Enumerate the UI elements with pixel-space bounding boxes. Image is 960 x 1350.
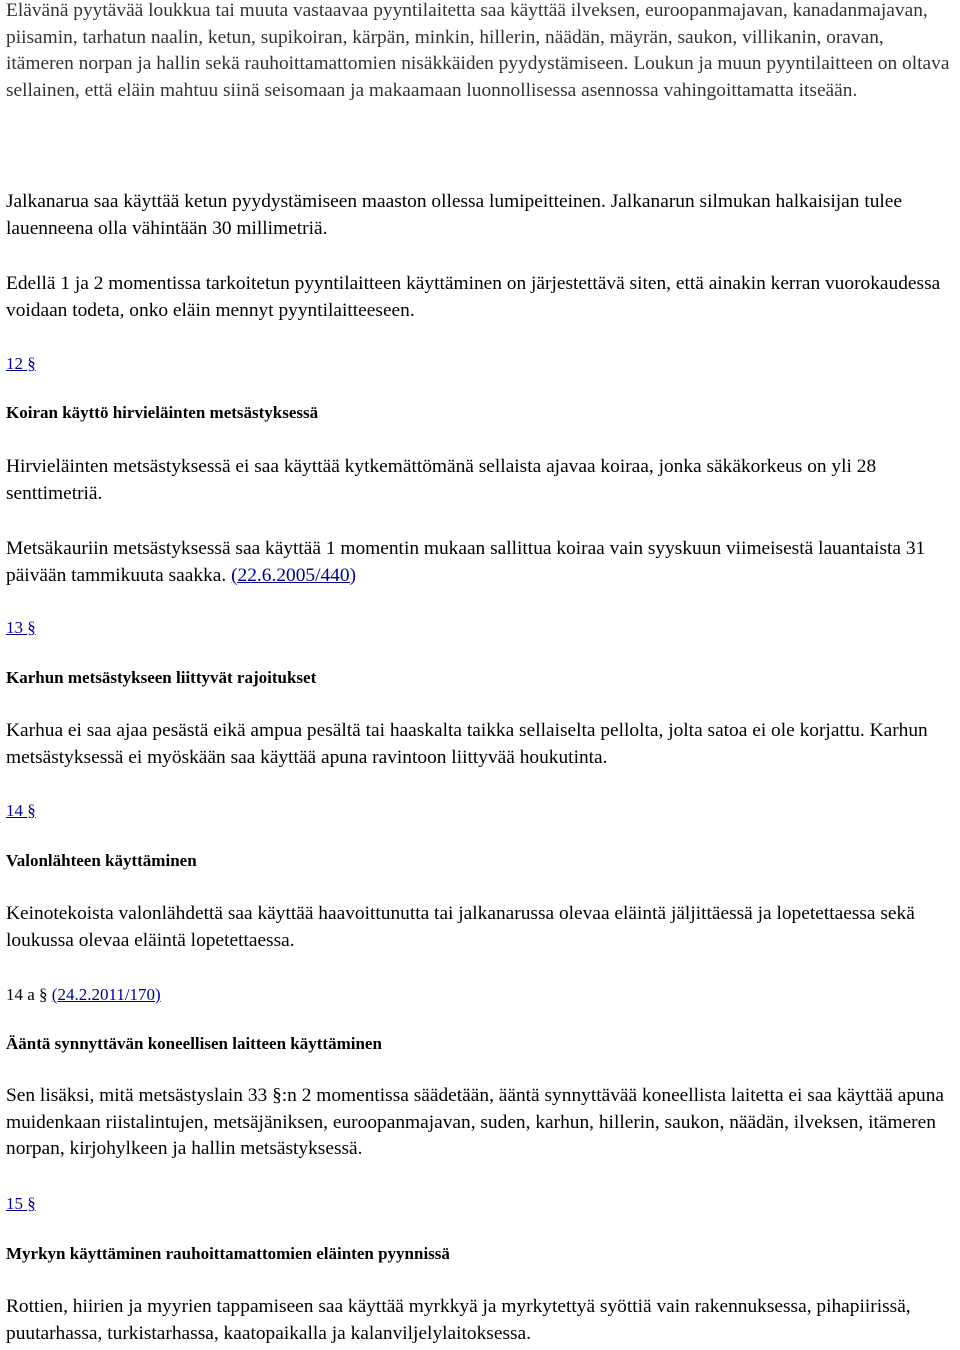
section-12-number[interactable] (6, 353, 36, 375)
amendment-link-2011-170[interactable]: (24.2.2011/170) (51, 985, 161, 1004)
section-13-paragraph-1: Karhua ei saa ajaa pesästä eikä ampua pesältä tai haaskalta taikka sellaiselta pellolta, jolta satoa ei ole korjattu. Karhun metsästyksessä ei myöskään saa käyttää apuna ravintoon liittyvää houkutinta. (6, 720, 928, 768)
section-14a-heading: Ääntä synnyttävän koneellisen laitteen käyttäminen (6, 1034, 382, 1053)
section-12-paragraph-1: Hirvieläinten metsästyksessä ei saa käyttää kytkemättömänä sellaista ajavaa koiraa, jonka säkäkorkeus on yli 28 senttimetriä. (6, 456, 877, 504)
section-12-link[interactable]: 12 § (6, 354, 36, 373)
section-15-link[interactable]: 15 § (6, 1194, 36, 1213)
section-14a-number (6, 984, 161, 1006)
amendment-link-2005-440[interactable]: (22.6.2005/440) (231, 564, 357, 586)
section-14-number[interactable] (6, 800, 36, 822)
section-13-link[interactable]: 13 § (6, 618, 36, 637)
section-15-heading: Myrkyn käyttäminen rauhoittamattomien eläinten pyynnissä (6, 1244, 450, 1263)
section-14-paragraph-1: Keinotekoista valonlähdettä saa käyttää haavoittunutta tai jalkanarussa olevaa eläintä jäljittäessä ja lopetettaessa sekä loukussa olevaa eläintä lopetettaessa. (6, 903, 915, 951)
paragraph-trap-inspection: Edellä 1 ja 2 momentissa tarkoitetun pyyntilaitteen käyttäminen on järjestettävä siten, että ainakin kerran vuorokaudessa voidaan todeta, onko eläin mennyt pyyntilaitteeseen. (6, 273, 941, 321)
section-14-heading: Valonlähteen käyttäminen (6, 851, 197, 870)
section-15-number[interactable] (6, 1193, 36, 1215)
section-12-paragraph-2 (6, 536, 956, 589)
section-14-link[interactable]: 14 § (6, 801, 36, 820)
section-14a-label: 14 a (6, 985, 35, 1004)
section-15-paragraph-1: Rottien, hiirien ja myyrien tappamiseen saa käyttää myrkkyä ja myrkytettyä syöttiä vain rakennuksessa, pihapiirissä, puutarhassa, turkistarhassa, kaatopaikalla ja kalanviljelylaitoksessa. (6, 1296, 911, 1344)
section-13-heading: Karhun metsästykseen liittyvät rajoitukset (6, 668, 317, 687)
section-12-paragraph-2-text: Metsäkauriin metsästyksessä saa käyttää 1 momentin mukaan sallittua koiraa vain syyskuun viimeisestä lauantaista 31 päivään tammikuuta saakka. (6, 538, 926, 586)
section-13-number[interactable] (6, 617, 36, 639)
paragraph-trap-rules: Elävänä pyytävää loukkua tai muuta vastaavaa pyyntilaitetta saa käyttää ilveksen, euroopanmajavan, kanadanmajavan, piisamin, tarhatun naalin, ketun, supikoiran, kärpän, minkin, hillerin, näädän, mäyrän, saukon, villikanin, oravan, itämeren norpan ja hallin sekä rauhoittamattomien nisäkkäiden pyydystämiseen. Loukun ja muun pyyntilaitteen on oltava sellainen, että eläin mahtuu siinä seisomaan ja makaamaan luonnollisessa asennossa vahingoittamatta itseään. (6, 0, 950, 101)
section-14a-symbol: § (39, 985, 48, 1004)
paragraph-snare-rules: Jalkanarua saa käyttää ketun pyydystämiseen maaston ollessa lumipeitteinen. Jalkanarun silmukan halkaisijan tulee lauenneena olla vähintään 30 millimetriä. (6, 191, 903, 239)
section-14a-paragraph-1: Sen lisäksi, mitä metsästyslain 33 §:n 2 momentissa säädetään, ääntä synnyttävää koneellista laitetta ei saa käyttää apuna muidenkaan riistalintujen, metsäjäniksen, euroopanmajavan, suden, karhun, hillerin, saukon, näädän, ilveksen, itämeren norpan, kirjohylkeen ja hallin metsästyksessä. (6, 1085, 945, 1159)
section-12-heading: Koiran käyttö hirvieläinten metsästyksessä (6, 403, 319, 422)
